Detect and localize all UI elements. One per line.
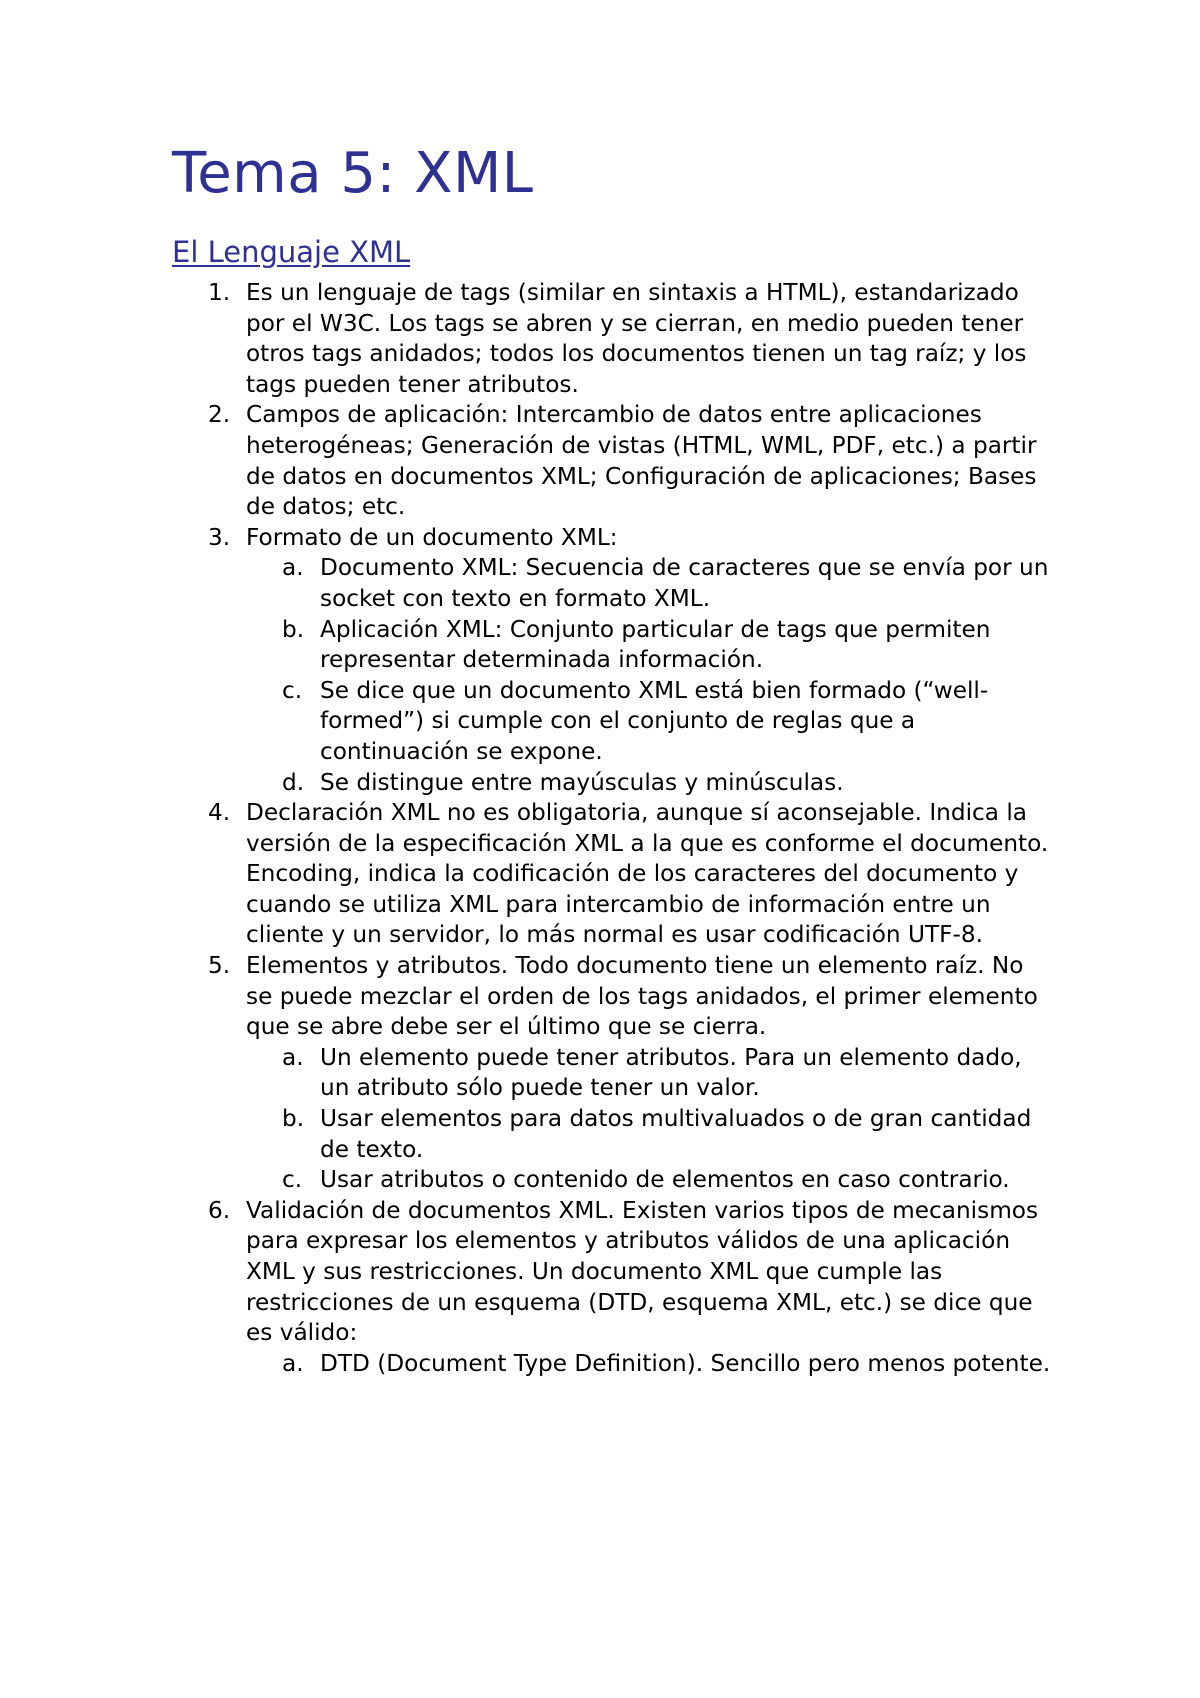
sub-list-item [246, 1349, 1052, 1380]
sub-list-item-text: Usar elementos para datos multivaluados o de gran cantidad de texto. [320, 1105, 1032, 1163]
list-item [172, 278, 1052, 400]
sub-list-item-letter: a. [282, 554, 304, 582]
sub-list-item-letter: c. [282, 676, 303, 704]
list-item-number: 1. [208, 279, 231, 306]
sub-list-item [246, 615, 1052, 676]
sub-list-item-text: Se distingue entre mayúsculas y minúsculas. [320, 768, 844, 796]
sub-list-item-text: Un elemento puede tener atributos. Para un elemento dado, un atributo sólo puede tener un valor. [320, 1043, 1022, 1102]
list-item [172, 798, 1052, 951]
sub-list-item [246, 1043, 1052, 1104]
list-item-number: 6. [208, 1196, 231, 1224]
list-item [172, 400, 1052, 522]
sub-list-item-text: Aplicación XML: Conjunto particular de tags que permiten representar determinada información. [320, 615, 991, 674]
sub-list [246, 1349, 1052, 1380]
sub-list-item-letter: a. [282, 1349, 304, 1377]
list-item-number: 5. [208, 952, 231, 980]
list-item-number: 3. [208, 523, 231, 551]
sub-list-item-letter: c. [282, 1166, 303, 1194]
list-item-number: 4. [208, 799, 231, 827]
section-heading: El Lenguaje XML [172, 235, 411, 269]
list-item [172, 951, 1052, 1196]
sub-list-item [246, 676, 1052, 768]
sub-list-item-letter: b. [282, 615, 305, 643]
list-item-text: Es un lenguaje de tags (similar en sintaxis a HTML), estandarizado por el W3C. Los tags se abren y se cierran, en medio pueden tener otros tags anidados; todos los documentos tienen un tag raíz; y los tags pueden tener atributos. [246, 279, 1027, 398]
sub-list-item [246, 1104, 1052, 1165]
sub-list [246, 1043, 1052, 1196]
sub-list-item [246, 768, 1052, 799]
sub-list-item [246, 1165, 1052, 1196]
sub-list [246, 553, 1052, 798]
list-item-text: Formato de un documento XML: [246, 523, 618, 551]
sub-list-item-text: Usar atributos o contenido de elementos en caso contrario. [320, 1166, 1010, 1194]
sub-list-item [246, 553, 1052, 614]
list-item [172, 523, 1052, 798]
document-page [172, 142, 1052, 1379]
list-item-text: Campos de aplicación: Intercambio de datos entre aplicaciones heterogéneas; Generación de vistas (HTML, WML, PDF, etc.) a partir de datos en documentos XML; Configuración de aplicaciones; Bases de datos; etc. [246, 401, 1037, 521]
sub-list-item-letter: d. [282, 768, 305, 796]
list-item-text: Elementos y atributos. Todo documento tiene un elemento raíz. No se puede mezclar el orden de los tags anidados, el primer elemento que se abre debe ser el último que se cierra. [246, 952, 1038, 1041]
sub-list-item-text: DTD (Document Type Definition). Sencillo pero menos potente. [320, 1349, 1051, 1377]
list-item-text: Validación de documentos XML. Existen varios tipos de mecanismos para expresar los elementos y atributos válidos de una aplicación XML y sus restricciones. Un documento XML que cumple las restricciones de un esquema (DTD, esquema XML, etc.) se dice que es válido: [246, 1196, 1039, 1347]
document-title: Tema 5: XML [172, 141, 534, 206]
sub-list-item-letter: b. [282, 1105, 305, 1133]
sub-list-item-text: Documento XML: Secuencia de caracteres que se envía por un socket con texto en formato XML. [320, 554, 1049, 612]
main-list [172, 278, 1052, 1379]
list-item-number: 2. [208, 401, 231, 429]
sub-list-item-text: Se dice que un documento XML está bien formado (“well-formed”) si cumple con el conjunto de reglas que a continuación se expone. [320, 676, 989, 765]
list-item-text: Declaración XML no es obligatoria, aunque sí aconsejable. Indica la versión de la especificación XML a la que es conforme el documento. Encoding, indica la codificación de los caracteres del documento y cuando se utiliza XML para intercambio de información entre un cliente y un servidor, lo más normal es usar codificación UTF-8. [246, 799, 1049, 949]
list-item [172, 1196, 1052, 1380]
sub-list-item-letter: a. [282, 1043, 304, 1071]
